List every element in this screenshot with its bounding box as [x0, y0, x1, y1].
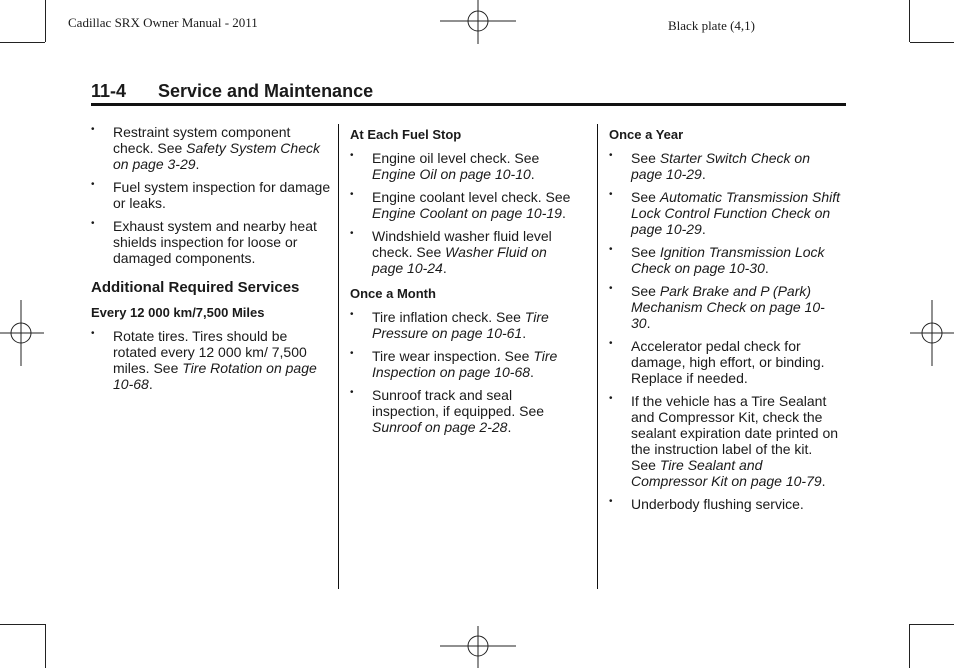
cross-reference: Tire Rotation on page 10-68	[113, 360, 317, 392]
column-divider-2	[597, 124, 598, 589]
list-item: • Accelerator pedal check for damage, high effort, or binding. Replace if needed.	[609, 338, 825, 386]
list-item: • Restraint system component check. See Safety System Check on page 3-29.	[91, 124, 320, 172]
cross-reference: Automatic Transmission Shift Lock Control Function Check on page 10-29	[631, 189, 841, 237]
registration-target-bottom-icon	[440, 626, 516, 668]
list-item: • Windshield washer fluid level check. See Washer Fluid on page 10-24.	[350, 228, 552, 276]
cross-reference: Park Brake and P (Park) Mechanism Check on page 10-30	[631, 283, 825, 331]
cross-reference: Tire Pressure on page 10-61	[372, 309, 549, 341]
list-item: • If the vehicle has a Tire Sealant and Compressor Kit, check the sealant expiration date printed on the instruction label of the kit. See Tire Sealant and Compressor Kit on page 10-79.	[609, 393, 839, 489]
list-item: • See Automatic Transmission Shift Lock Control Function Check on page 10-29.	[609, 189, 841, 237]
cross-reference: Tire Sealant and Compressor Kit on page 10-79	[631, 457, 822, 489]
col2-list-2	[350, 309, 580, 435]
list-item: • Engine coolant level check. See Engine Coolant on page 10-19.	[350, 189, 571, 221]
print-slug-title: Cadillac SRX Owner Manual - 2011	[68, 15, 258, 30]
print-slug-plate: Black plate (4,1)	[668, 18, 755, 33]
page-header	[91, 80, 846, 106]
column-2	[350, 127, 580, 442]
list-item: • Rotate tires. Tires should be rotated every 12 000 km/ 7,500 miles. See Tire Rotation on page 10-68.	[91, 328, 317, 392]
page-number: 11-4	[91, 81, 127, 101]
list-item: • Engine oil level check. See Engine Oil on page 10-10.	[350, 150, 540, 182]
subheading: At Each Fuel Stop	[350, 127, 462, 142]
list-item: • Tire wear inspection. See Tire Inspection on page 10-68.	[350, 348, 558, 380]
cross-reference: Engine Oil on page 10-10	[372, 166, 531, 182]
list-item: • Sunroof track and seal inspection, if equipped. See Sunroof on page 2-28.	[350, 387, 545, 435]
col1-list-1	[91, 124, 331, 266]
cross-reference: Sunroof on page 2-28	[372, 419, 508, 435]
list-item: • Tire inflation check. See Tire Pressure on page 10-61.	[350, 309, 549, 341]
subheading: Every 12 000 km/7,500 Miles	[91, 305, 265, 320]
column-3	[609, 127, 841, 519]
list-item: • Underbody flushing service.	[609, 496, 804, 512]
list-item: • See Starter Switch Check on page 10-29.	[609, 150, 810, 182]
column-1	[91, 124, 331, 399]
page-title: Service and Maintenance	[158, 81, 374, 101]
column-divider-1	[338, 124, 339, 589]
cross-reference: Tire Inspection on page 10-68	[372, 348, 558, 380]
cross-reference: Washer Fluid on page 10-24	[372, 244, 547, 276]
col3-list	[609, 150, 841, 512]
col2-list-1	[350, 150, 580, 276]
subheading: Once a Year	[609, 127, 684, 142]
registration-target-top-icon	[440, 0, 516, 44]
subheading: Once a Month	[350, 286, 436, 301]
list-item: • See Ignition Transmission Lock Check on page 10-30.	[609, 244, 825, 276]
list-item: • Fuel system inspection for damage or leaks.	[91, 179, 331, 211]
cross-reference: Ignition Transmission Lock Check on page 10-30	[631, 244, 825, 276]
registration-target-right-icon	[910, 300, 954, 366]
cross-reference: Safety System Check on page 3-29	[113, 140, 320, 172]
list-item: • See Park Brake and P (Park) Mechanism Check on page 10-30.	[609, 283, 825, 331]
cross-reference: Starter Switch Check on page 10-29	[631, 150, 810, 182]
cross-reference: Engine Coolant on page 10-19	[372, 205, 562, 221]
registration-target-left-icon	[0, 300, 44, 366]
list-item: • Exhaust system and nearby heat shields inspection for loose or damaged components.	[91, 218, 317, 266]
col1-list-2	[91, 328, 331, 392]
section-heading: Additional Required Services	[91, 279, 300, 296]
